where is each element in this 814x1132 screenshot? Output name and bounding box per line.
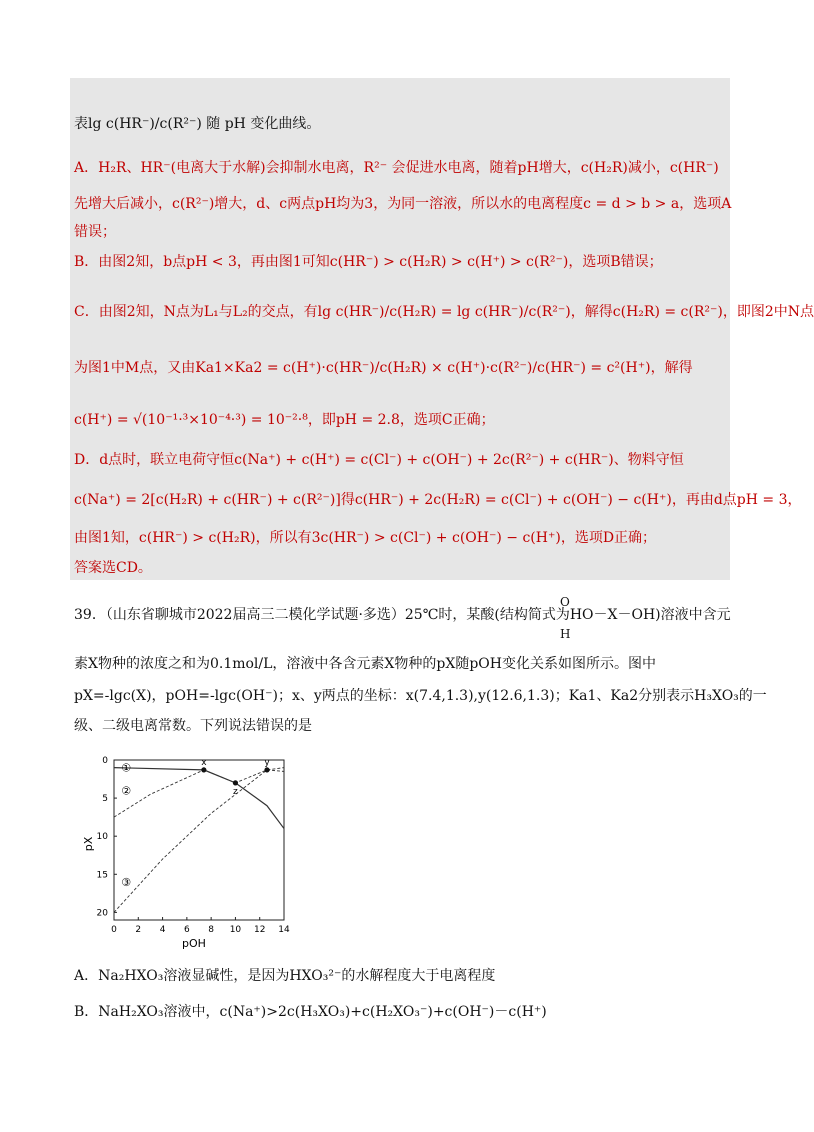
question-line-4: 级、二级电离常数。下列说法错误的是 — [74, 718, 312, 734]
y-tick-label: 15 — [96, 870, 108, 881]
option-a: A．Na₂HXO₃溶液显碱性，是因为HXO₃²⁻的水解程度大于电离程度 — [74, 968, 496, 984]
x-axis-label: pOH — [182, 937, 206, 950]
structure-top-o: O — [560, 595, 570, 609]
structure-bottom-h: H — [560, 627, 571, 641]
series-line-3 — [114, 768, 284, 913]
series-label-1: ① — [121, 761, 132, 775]
y-tick-label: 5 — [102, 794, 108, 805]
series-label-3: ③ — [121, 875, 132, 889]
y-tick-label: 0 — [102, 756, 108, 766]
x-tick-label: 12 — [253, 925, 266, 935]
question-line-2: 素X物种的浓度之和为0.1mol/L，溶液中各含元素X物种的pX随pOH变化关系如图所示。图中 — [74, 656, 656, 672]
question-line-3: pX=-lgc(X)，pOH=-lgc(OH⁻)；x、y两点的坐标：x(7.4,1.3),y(12.6,1.3)；Ka1、Ka2分别表示H₃XO₃的一 — [74, 688, 767, 704]
plot-frame — [114, 757, 284, 920]
point-z — [233, 780, 238, 785]
point-label-x: x — [201, 757, 207, 768]
x-tick-label: 8 — [208, 925, 215, 935]
solution-option-b: B．由图2知，b点pH < 3，再由图1可知c(HR⁻) > c(H₂R) > c(H⁺) > c(R²⁻)，选项B错误； — [74, 254, 663, 270]
solution-answer: 答案选CD。 — [74, 560, 152, 576]
x-tick-label: 0 — [111, 925, 117, 935]
question-line-1: 39．（山东省聊城市2022届高三二模化学试题·多选）25℃时，某酸(结构简式为HO－X－OH)溶液中含元 — [74, 607, 731, 623]
point-label-y: y — [264, 757, 270, 768]
solution-option-c-1: C．由图2知，N点为L₁与L₂的交点，有lg c(HR⁻)/c(H₂R) = lg c(HR⁻)/c(R²⁻)，解得c(H₂R) = c(R²⁻)，即图2中N点 — [74, 304, 814, 320]
x-tick-label: 14 — [278, 925, 290, 935]
x-tick-label: 6 — [183, 925, 190, 935]
series-line-2 — [114, 770, 284, 817]
x-tick-label: 2 — [135, 925, 142, 935]
solution-option-d-1: D．d点时，联立电荷守恒c(Na⁺) + c(H⁺) = c(Cl⁻) + c(OH⁻) + 2c(R²⁻) + c(HR⁻)、物料守恒 — [74, 452, 684, 468]
solution-option-c-2: 为图1中M点，又由Ka1×Ka2 = c(H⁺)·c(HR⁻)/c(H₂R) × c(H⁺)·c(R²⁻)/c(HR⁻) = c²(H⁺)，解得 — [74, 360, 693, 376]
x-tick-label: 10 — [229, 925, 242, 935]
solution-line-1: 表lg c(HR⁻)/c(R²⁻) 随 pH 变化曲线。 — [74, 116, 321, 132]
point-label-z: z — [233, 786, 238, 797]
series-label-2: ② — [121, 784, 132, 798]
point-y — [264, 767, 269, 772]
px-poh-chart — [84, 752, 304, 952]
y-tick-label: 10 — [96, 832, 108, 843]
solution-option-d-3: 由图1知，c(HR⁻) > c(H₂R)，所以有3c(HR⁻) > c(Cl⁻) + c(OH⁻) − c(H⁺)，选项D正确； — [74, 530, 657, 546]
y-axis-label: pX — [82, 836, 95, 852]
solution-option-a-3: 错误； — [74, 224, 116, 240]
solution-option-d-2: c(Na⁺) = 2[c(H₂R) + c(HR⁻) + c(R²⁻)]得c(HR⁻) + 2c(H₂R) = c(Cl⁻) + c(OH⁻) − c(H⁺)，再由d点pH = 3， — [74, 492, 802, 508]
point-x — [201, 767, 206, 772]
option-b: B．NaH₂XO₃溶液中，c(Na⁺)>2c(H₃XO₃)+c(H₂XO₃⁻)+c(OH⁻)－c(H⁺) — [74, 1004, 547, 1020]
y-tick-label: 20 — [96, 908, 108, 919]
solution-option-a-1: A．H₂R、HR⁻(电离大于水解)会抑制水电离，R²⁻ 会促进水电离，随着pH增大，c(H₂R)减小，c(HR⁻) — [74, 160, 719, 176]
solution-option-a-2: 先增大后减小，c(R²⁻)增大，d、c两点pH均为3，为同一溶液，所以水的电离程度c = d > b > a，选项A — [74, 196, 732, 212]
series-line-1 — [114, 768, 284, 829]
x-tick-label: 4 — [159, 925, 166, 935]
solution-option-c-3: c(H⁺) = √(10⁻¹·³×10⁻⁴·³) = 10⁻²·⁸，即pH = 2.8，选项C正确； — [74, 412, 495, 428]
